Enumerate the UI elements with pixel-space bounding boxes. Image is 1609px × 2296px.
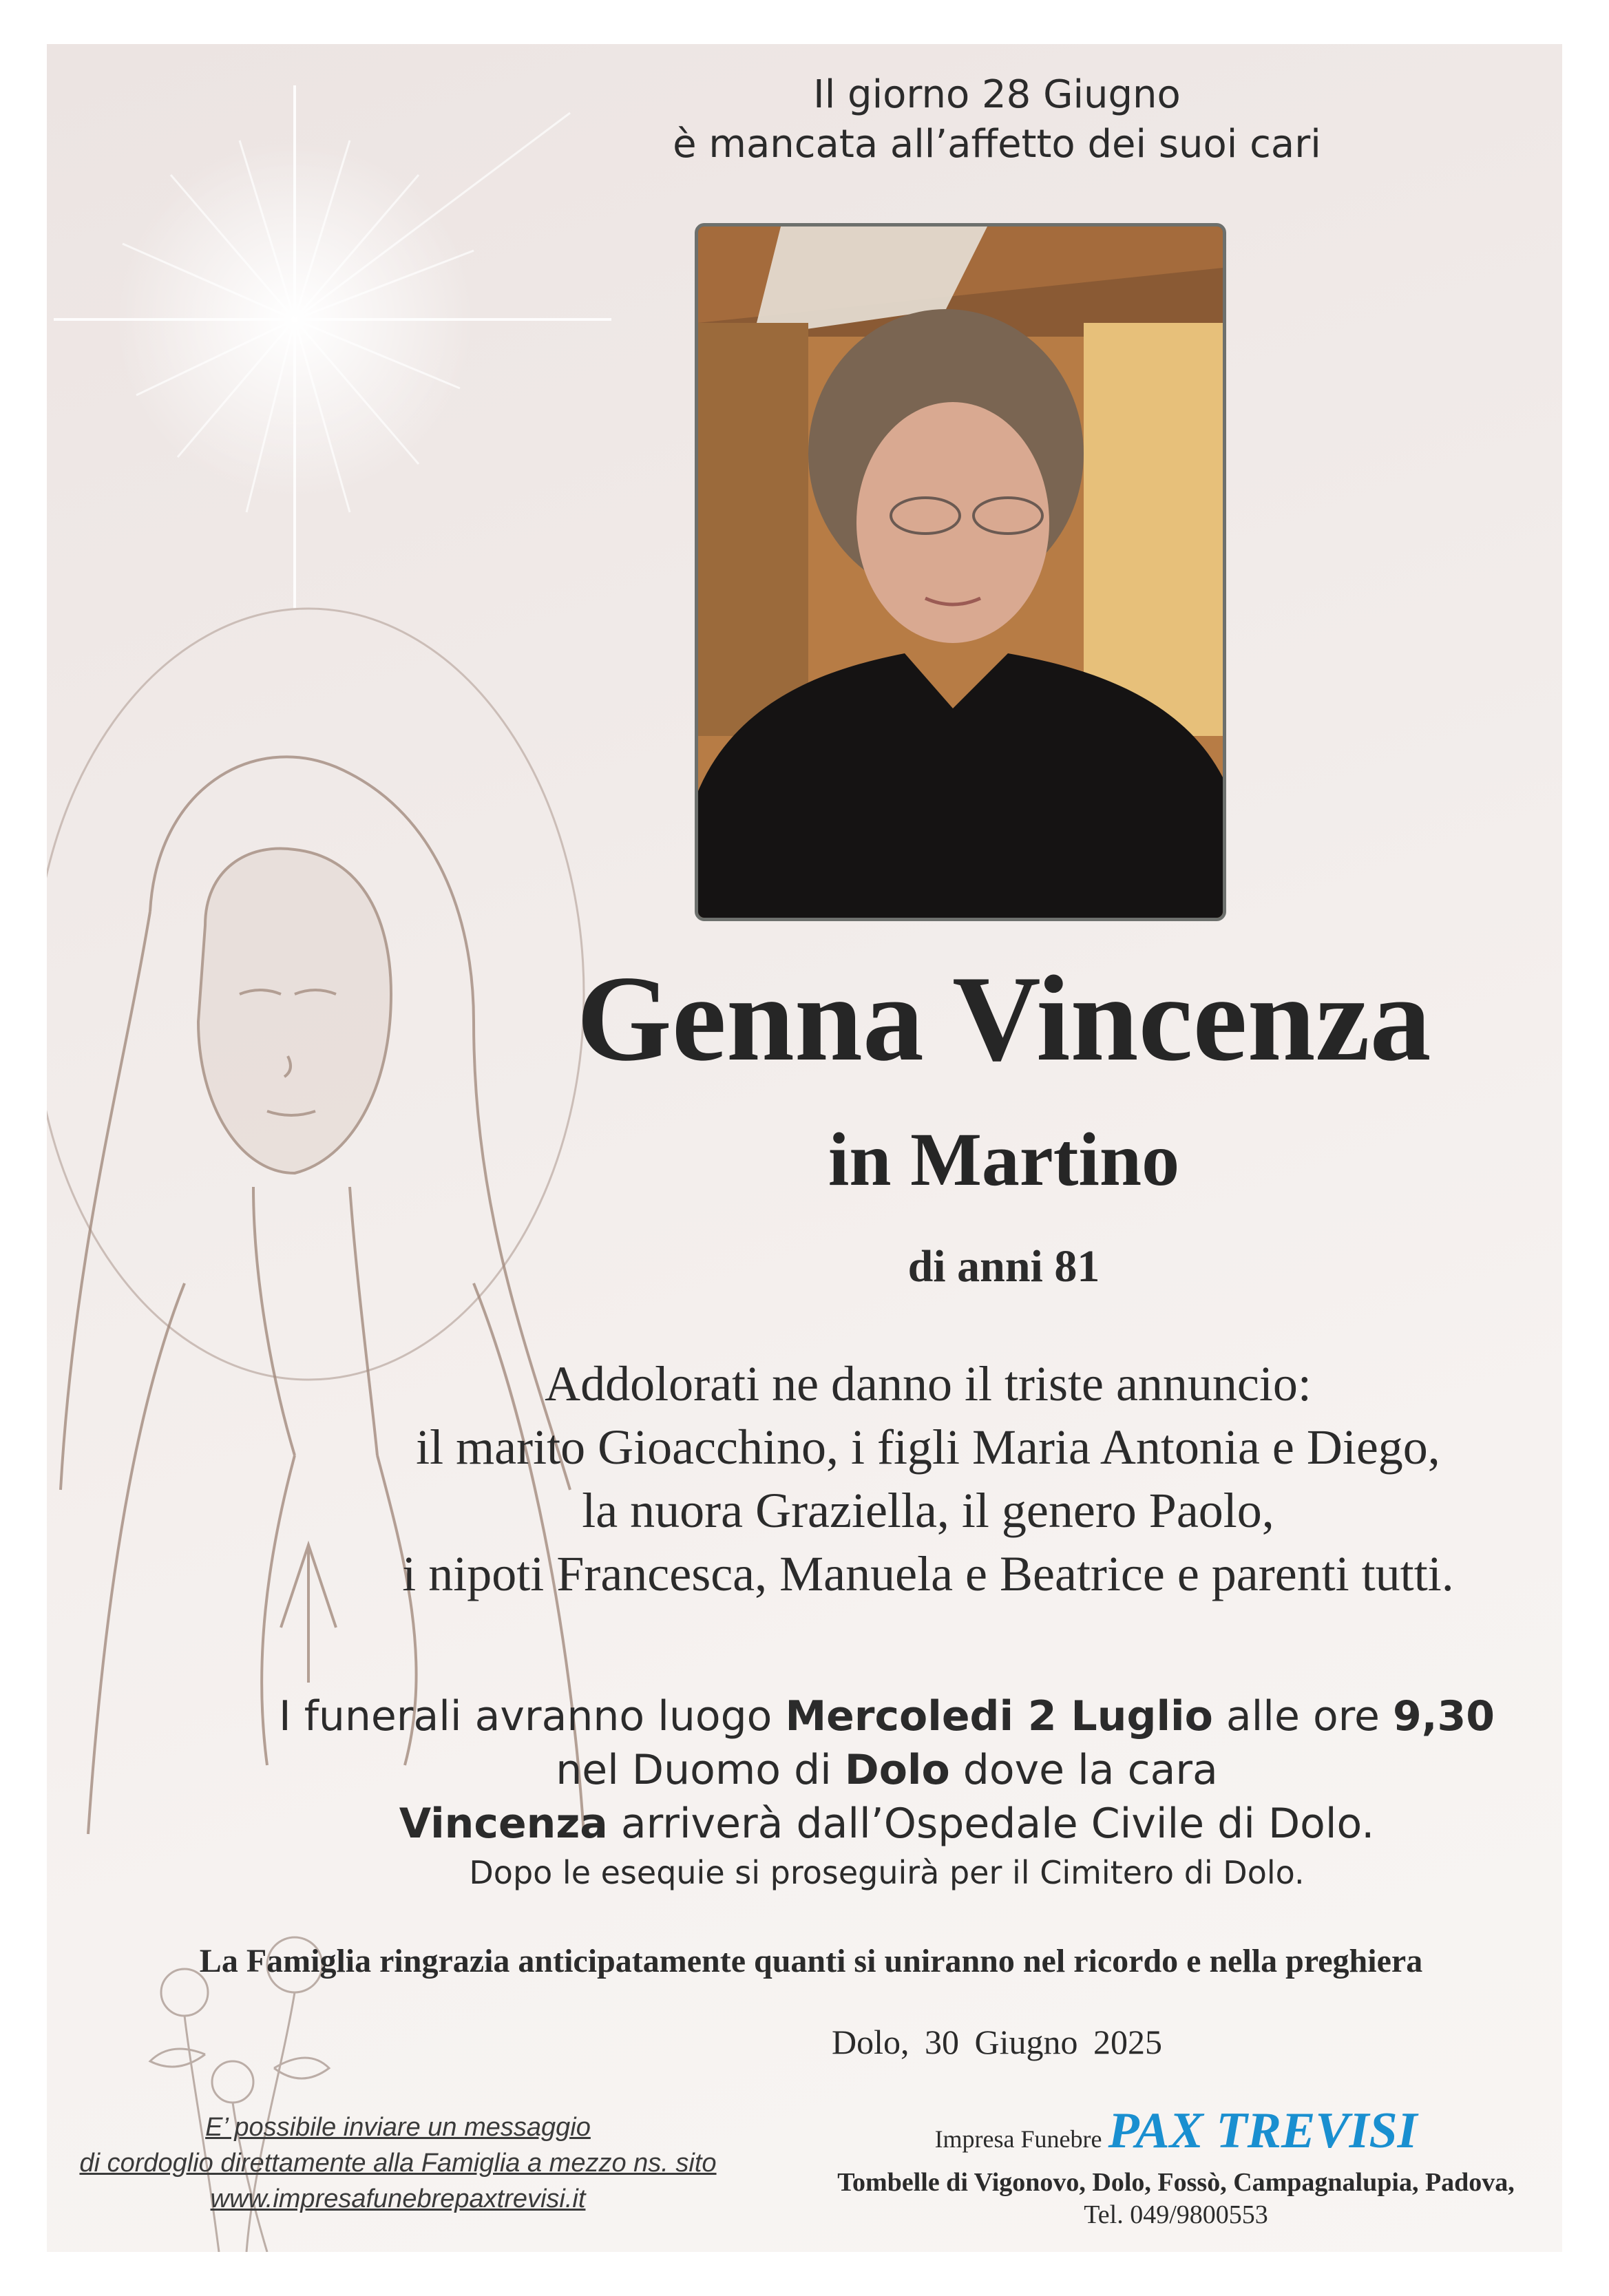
funeral-agency [790, 2104, 1561, 2231]
condolence-note [61, 2109, 735, 2217]
intro-text [653, 70, 1341, 169]
agency-title [790, 2104, 1561, 2166]
star-cross-icon [54, 85, 611, 609]
funeral-line-2 [253, 1743, 1520, 1797]
madonna-figure-icon [61, 757, 584, 1834]
portrait-photo [695, 223, 1226, 921]
funeral-place: Dolo [844, 1746, 950, 1794]
funeral-details [253, 1689, 1520, 1895]
announcement-line: il marito Gioacchino, i figli Maria Antonia e Diego, [416, 1420, 1440, 1475]
announcement [308, 1352, 1548, 1605]
funeral-text: arriverà dall’Ospedale Civile di Dolo. [607, 1800, 1375, 1848]
agency-address: Tombelle di Vigonovo, Dolo, Fossò, Campagnalupia, Padova, [837, 2168, 1515, 2197]
funeral-line-3 [253, 1797, 1520, 1851]
family-thanks: La Famiglia ringrazia anticipatamente quanti si uniranno nel ricordo e nella preghiera [199, 1943, 1423, 1979]
funeral-date: Mercoledi 2 Luglio [785, 1692, 1213, 1740]
funeral-text: alle ore [1212, 1692, 1394, 1740]
dateline: Dolo, 30 Giugno 2025 [832, 2023, 1162, 2061]
agency-brand: PAX TREVISI [1108, 2103, 1418, 2159]
funeral-line-4: Dopo le esequie si proseguirà per il Cimitero di Dolo. [469, 1854, 1305, 1891]
funeral-line-1 [253, 1689, 1520, 1743]
agency-phone: Tel. 049/9800553 [1084, 2200, 1268, 2229]
intro-line-2: è mancata all’affetto dei suoi cari [673, 122, 1321, 167]
announcement-line: i nipoti Francesca, Manuela e Beatrice e parenti tutti. [402, 1546, 1454, 1601]
announcement-line: la nuora Graziella, il genero Paolo, [582, 1483, 1274, 1538]
portrait-image [698, 227, 1223, 918]
deceased-age: di anni 81 [907, 1241, 1100, 1292]
announcement-line: Addolorati ne danno il triste annuncio: [545, 1356, 1312, 1411]
agency-prefix: Impresa Funebre [934, 2125, 1102, 2153]
funeral-text: nel Duomo di [556, 1746, 845, 1794]
condolence-line: di cordoglio direttamente alla Famiglia a mezzo ns. sito [79, 2149, 717, 2178]
funeral-text: dove la cara [949, 1746, 1218, 1794]
condolence-line: E’ possibile inviare un messaggio [205, 2113, 591, 2142]
deceased-name: Genna Vincenza [576, 950, 1431, 1086]
funeral-time: 9,30 [1393, 1692, 1495, 1740]
obituary-sheet [47, 44, 1562, 2252]
website-link[interactable]: www.impresafunebrepaxtrevisi.it [210, 2184, 586, 2213]
funeral-deceased-first-name: Vincenza [399, 1800, 608, 1848]
intro-line-1: Il giorno 28 Giugno [813, 72, 1181, 117]
funeral-text: I funerali avranno luogo [278, 1692, 786, 1740]
married-name: in Martino [828, 1117, 1180, 1201]
